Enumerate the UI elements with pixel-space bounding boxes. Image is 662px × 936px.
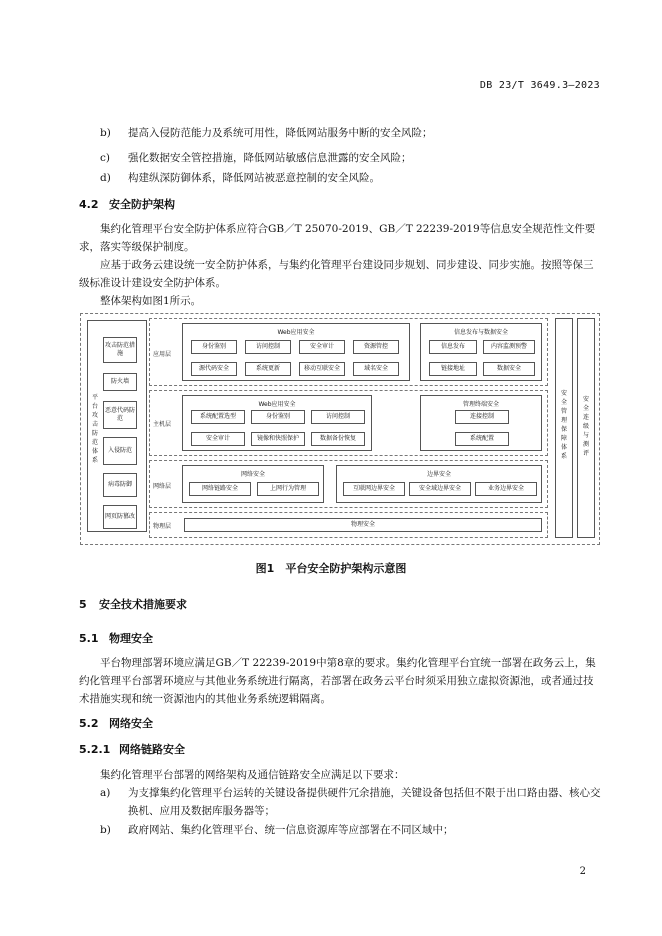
section-title: 网络链路安全	[119, 743, 185, 756]
layer-label: 应用层	[153, 351, 172, 358]
layer-label: 物理层	[153, 523, 172, 530]
group-title: Web应用安全	[277, 329, 315, 336]
page-number: 2	[579, 866, 586, 877]
list-item-b	[100, 125, 600, 142]
paragraph: 整体架构如图1所示。	[100, 295, 202, 307]
group-title: 管理终端安全	[462, 401, 499, 408]
section-heading-4-2	[79, 196, 175, 212]
border-security-group	[336, 465, 542, 503]
security-item: 访问控制	[245, 340, 291, 354]
list-item-b	[100, 821, 601, 839]
list-marker: c)	[100, 152, 110, 164]
host-web-security-group	[182, 395, 372, 451]
network-layer	[149, 460, 548, 508]
layer-label: 网络层	[153, 483, 172, 490]
security-item: 上网行为管理	[257, 482, 319, 496]
section-number: 5.2	[79, 717, 99, 730]
left-item: 入侵防范	[103, 437, 137, 465]
paragraph: 应基于政务云建设统一安全防护体系，与集约化管理平台建设同步规划、同步建设、同步实施。按照等保三级标准设计建设安全防护体系。	[79, 259, 594, 289]
figure-caption: 图1 平台安全防护架构示意图	[255, 562, 407, 575]
left-item: 网页防篡改	[103, 505, 137, 529]
security-item: 移动互联安全	[299, 362, 345, 376]
attack-defense-column	[87, 320, 147, 532]
web-security-group	[182, 323, 410, 381]
security-item: 物理安全	[184, 518, 542, 532]
column-text: 安全连级与测评	[582, 396, 589, 457]
grading-evaluation-column	[577, 318, 595, 538]
section-heading-5-2	[79, 715, 153, 731]
list-text: 提高入侵防范能力及系统可用性，降低网站服务中断的安全风险；	[128, 127, 433, 139]
group-title: 边界安全	[426, 471, 451, 478]
list-marker: a)	[100, 787, 111, 799]
application-layer	[149, 318, 548, 386]
section-number: 5.1	[79, 632, 99, 645]
physical-layer	[149, 512, 548, 538]
group-title: 信息发布与数据安全	[453, 329, 508, 336]
security-item: 网络链路安全	[189, 482, 251, 496]
paragraph: 集约化管理平台部署的网络架构及通信链路安全应满足以下要求：	[100, 769, 405, 781]
security-item: 业务边界安全	[475, 482, 537, 496]
terminal-security-group	[420, 395, 542, 451]
security-management-column	[555, 318, 573, 538]
security-item: 连接控制	[455, 410, 509, 424]
security-item: 资源管控	[353, 340, 399, 354]
column-text: 安全管理保障体系	[560, 390, 567, 460]
group-title: 网络安全	[240, 471, 265, 478]
section-heading-5-2-1	[79, 741, 185, 757]
list-text: 为支撑集约化管理平台运转的关键设备提供硬件冗余措施，关键设备包括但不限于出口路由器、核心交换机、应用及数据库服务器等；	[128, 787, 601, 817]
security-item: 镜像和快照保护	[251, 432, 305, 446]
list-marker: d)	[100, 172, 111, 184]
document-id: DB 23/T 3649.3—2023	[479, 80, 600, 91]
attack-defense-column-title: 平台攻击防范体系	[91, 394, 98, 464]
list-item-a	[100, 784, 601, 820]
security-item: 域名安全	[353, 362, 399, 376]
security-item: 链接地址	[429, 362, 477, 376]
section-title: 安全防护架构	[109, 198, 175, 211]
list-marker: b)	[100, 127, 111, 139]
security-item: 系统配置选型	[191, 410, 245, 424]
list-text: 政府网站、集约化管理平台、统一信息资源库等应部署在不同区域中；	[128, 824, 454, 836]
security-item: 安全审计	[191, 432, 245, 446]
section-number: 4.2	[79, 198, 99, 211]
left-item: 恶意代码防范	[103, 401, 137, 429]
security-item: 数据备份恢复	[311, 432, 365, 446]
security-item: 安全域边界安全	[409, 482, 471, 496]
security-item: 身份鉴别	[251, 410, 305, 424]
network-security-group	[182, 465, 324, 503]
section-number: 5	[79, 598, 87, 611]
section-title: 网络安全	[109, 717, 153, 730]
security-item: 互联网边界安全	[343, 482, 405, 496]
security-item: 系统更新	[245, 362, 291, 376]
section-title: 物理安全	[109, 632, 153, 645]
left-item: 防火墙	[103, 373, 137, 391]
section-heading-5	[79, 596, 187, 612]
paragraph: 集约化管理平台安全防护体系应符合GB／T 25070-2019、GB／T 22239-2019等信息安全规范性文件要求，落实等级保护制度。	[79, 223, 596, 253]
section-title: 安全技术措施要求	[99, 598, 187, 611]
layer-label: 主机层	[153, 421, 172, 428]
section-heading-5-1	[79, 630, 153, 646]
security-item: 内容监测预警	[483, 340, 535, 354]
section-number: 5.2.1	[79, 743, 111, 756]
architecture-diagram	[80, 313, 600, 545]
left-item: 攻击防范措施	[103, 337, 137, 363]
security-item: 信息发布	[429, 340, 477, 354]
security-item: 访问控制	[311, 410, 365, 424]
paragraph: 平台物理部署环境应满足GB／T 22239-2019中第8章的要求。集约化管理平台宜统一部署在政务云上，集约化管理平台部署环境应与其他业务系统进行隔离，若部署在政务云平台时须采用独立虚拟资源池，或者通过技术措施实现和统一资源池内的其他业务系统逻辑隔离。	[79, 657, 596, 705]
left-item: 病毒防御	[103, 473, 137, 497]
host-layer	[149, 390, 548, 456]
list-item-d	[100, 170, 600, 187]
security-item: 源代码安全	[191, 362, 237, 376]
list-text: 强化数据安全管控措施，降低网站敏感信息泄露的安全风险；	[128, 152, 412, 164]
security-item: 身份鉴别	[191, 340, 237, 354]
security-item: 安全审计	[299, 340, 345, 354]
list-marker: b)	[100, 824, 111, 836]
group-title: Web应用安全	[258, 401, 296, 408]
list-text: 构建纵深防御体系，降低网站被恶意控制的安全风险。	[128, 172, 380, 184]
security-item: 系统配置	[455, 432, 509, 446]
info-data-security-group	[420, 323, 542, 381]
list-item-c	[100, 150, 600, 167]
security-item: 数据安全	[483, 362, 535, 376]
